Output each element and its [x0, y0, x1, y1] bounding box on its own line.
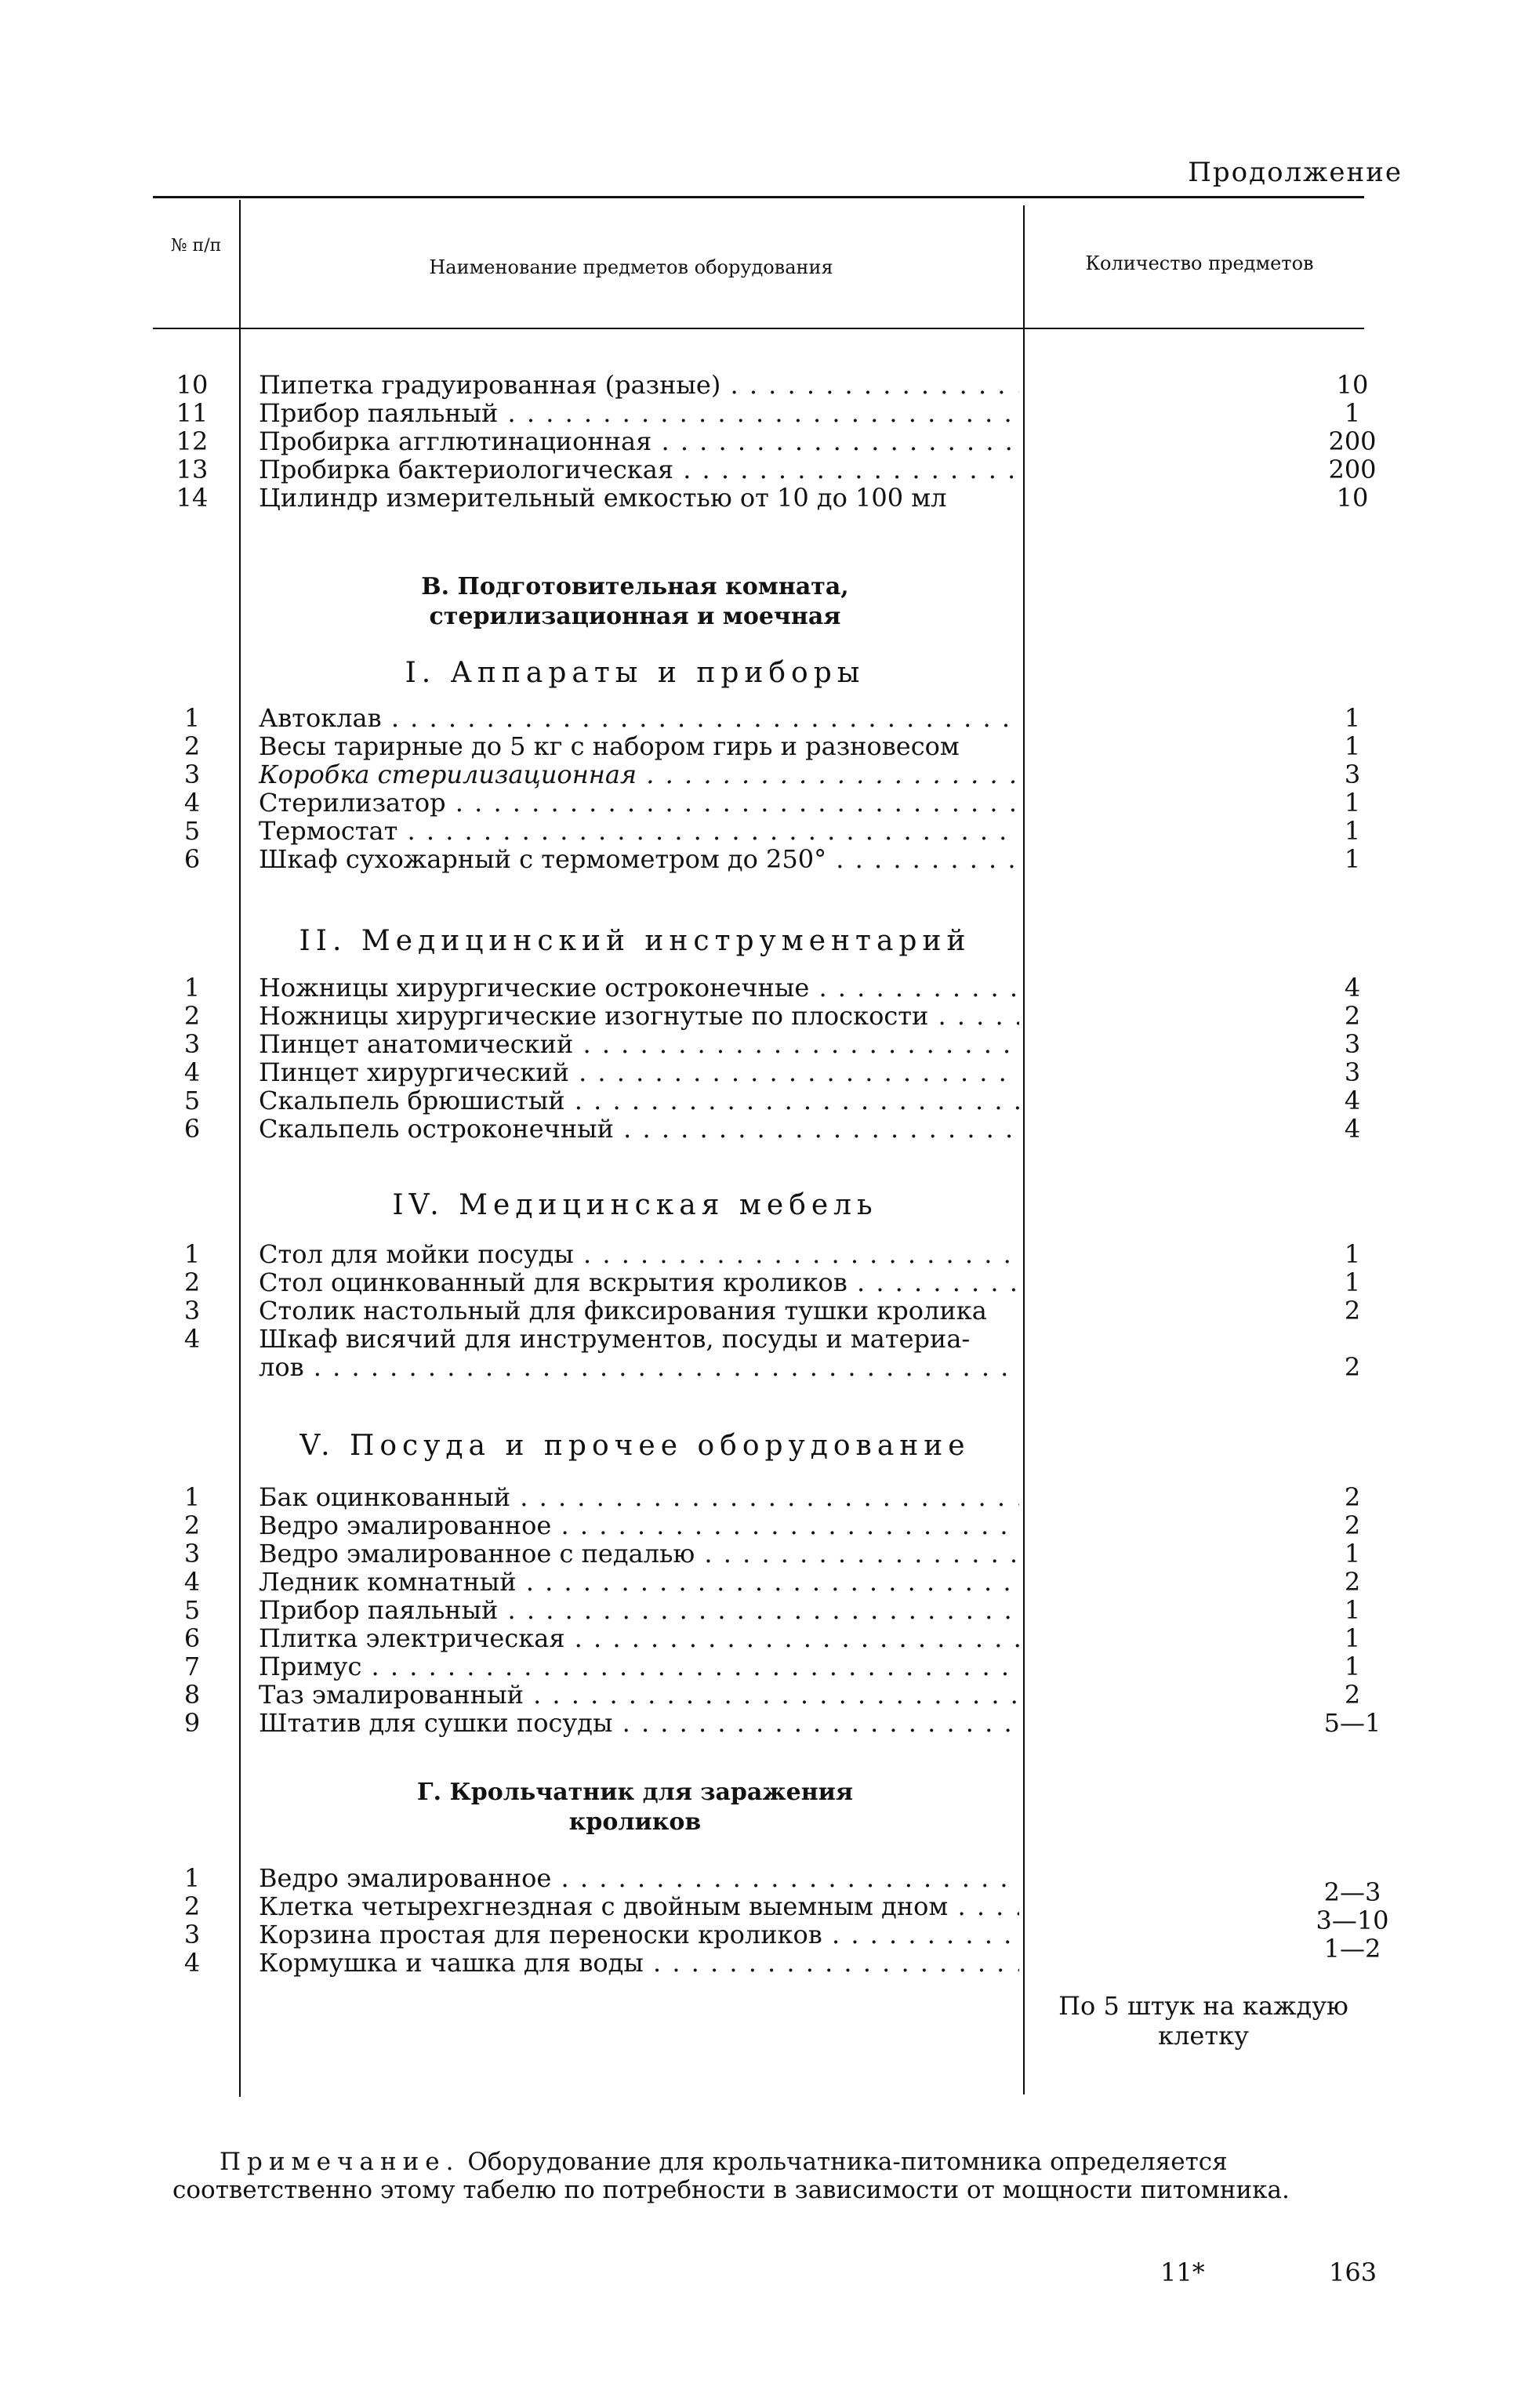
table-row: 3 Корзина простая для переноски кроликов . . . 1—2 [161, 1920, 1368, 1949]
table-row: 5 Скальпель брюшистый . . . 4 [161, 1086, 1368, 1115]
table-row: 2 Ведро эмалированное . . . 2 [161, 1511, 1368, 1539]
group-1-title: I. Аппараты и приборы [405, 657, 866, 689]
table-row: 6 Плитка электрическая . . . 1 [161, 1624, 1368, 1652]
table-row: 2 Клетка четырехгнездная с двойным выемным дном . . . 3—10 [161, 1892, 1368, 1920]
footnote: Примечание. Оборудование для крольчатника-питомника определяется соответственно этому табелю по потребности в зависимости от мощности питомника. [172, 2148, 1290, 2204]
table-row: 5 Термостат . . . 1 [161, 817, 1368, 845]
table-row: 11 Прибор паяльный . . . 1 [161, 399, 1368, 427]
table-row: 12 Пробирка агглютинационная . . . 200 [161, 427, 1368, 455]
table-row: 6 Скальпель остроконечный . . . 4 [161, 1115, 1368, 1143]
table-row: 4 Кормушка и чашка для воды . . . [161, 1949, 1368, 1977]
group-4-title: IV. Медицинская мебель [392, 1189, 878, 1221]
table-top-rule [153, 196, 1364, 198]
section-g-title: Г. Крольчатник для заражения кроликов [416, 1779, 854, 1836]
table-row: 4 Пинцет хирургический . . . 3 [161, 1058, 1368, 1086]
table-row: 2 Стол оцинкованный для вскрытия кроликов . . . 1 [161, 1268, 1368, 1296]
table-row: 1 Бак оцинкованный . . . 2 [161, 1483, 1368, 1511]
table-row: 14 Цилиндр измерительный емкостью от 10 до 100 мл 10 [176, 483, 1369, 513]
table-row: 1 Стол для мойки посуды . . . 1 [161, 1240, 1368, 1268]
table-row: 2 Ножницы хирургические изогнутые по плоскости . . . 2 [161, 1002, 1368, 1030]
signature-mark: 11* [1160, 2258, 1205, 2287]
group-5-title: V. Посуда и прочее оборудование [299, 1430, 971, 1462]
section-b-title: В. Подготовительная комната, стерилизационная и моечная [421, 573, 849, 630]
table-row: 1 Ведро эмалированное . . . 2—3 [161, 1864, 1368, 1892]
table-header-rule [153, 328, 1364, 329]
table-row: 4 Стерилизатор . . . 1 [161, 789, 1368, 817]
table-row: 3 Ведро эмалированное с педалью . . . 1 [161, 1539, 1368, 1568]
table-row: 3 Коробка стерилизационная . . . 3 [161, 760, 1368, 789]
page-number: 163 [1329, 2258, 1377, 2287]
table-row: 3 Столик настольный для фиксирования тушки кролика 2 [183, 1296, 1361, 1325]
table-row: 5 Прибор паяльный . . . 1 [161, 1596, 1368, 1624]
table-row: 6 Шкаф сухожарный с термометром до 250° . . . 1 [161, 845, 1368, 873]
table-row: 10 Пипетка градуированная (разные) . . . 10 [161, 371, 1368, 399]
table-row: 1 Автоклав . . . 1 [161, 704, 1368, 732]
group-2-title: II. Медицинский инструментарий [299, 925, 971, 957]
table-row: 9 Штатив для сушки посуды . . . 5—1 [161, 1709, 1368, 1737]
table-row: 2 Весы тарирные до 5 кг с набором гирь и разновесом 1 [183, 731, 1361, 761]
header-name: Наименование предметов оборудования [429, 256, 833, 278]
table-row: 7 Примус . . . 1 [161, 1652, 1368, 1681]
table-row: 1 Ножницы хирургические остроконечные . . . 4 [161, 974, 1368, 1002]
table-row: 4 Ледник комнатный . . . 2 [161, 1568, 1368, 1596]
table-row: 8 Таз эмалированный . . . 2 [161, 1681, 1368, 1709]
table-row: 13 Пробирка бактериологическая . . . 200 [161, 455, 1368, 484]
quantity-note: По 5 штук на каждую клетку [1058, 1991, 1348, 2051]
continuation-label: Продолжение [1188, 157, 1403, 188]
header-quantity: Количество предметов [1085, 252, 1314, 274]
table-row: 3 Пинцет анатомический . . . 3 [161, 1030, 1368, 1058]
header-number: № п/п [170, 236, 222, 256]
table-row: 4 Шкаф висячий для инструментов, посуды и материа- лов . . . 2 [161, 1325, 1368, 1381]
